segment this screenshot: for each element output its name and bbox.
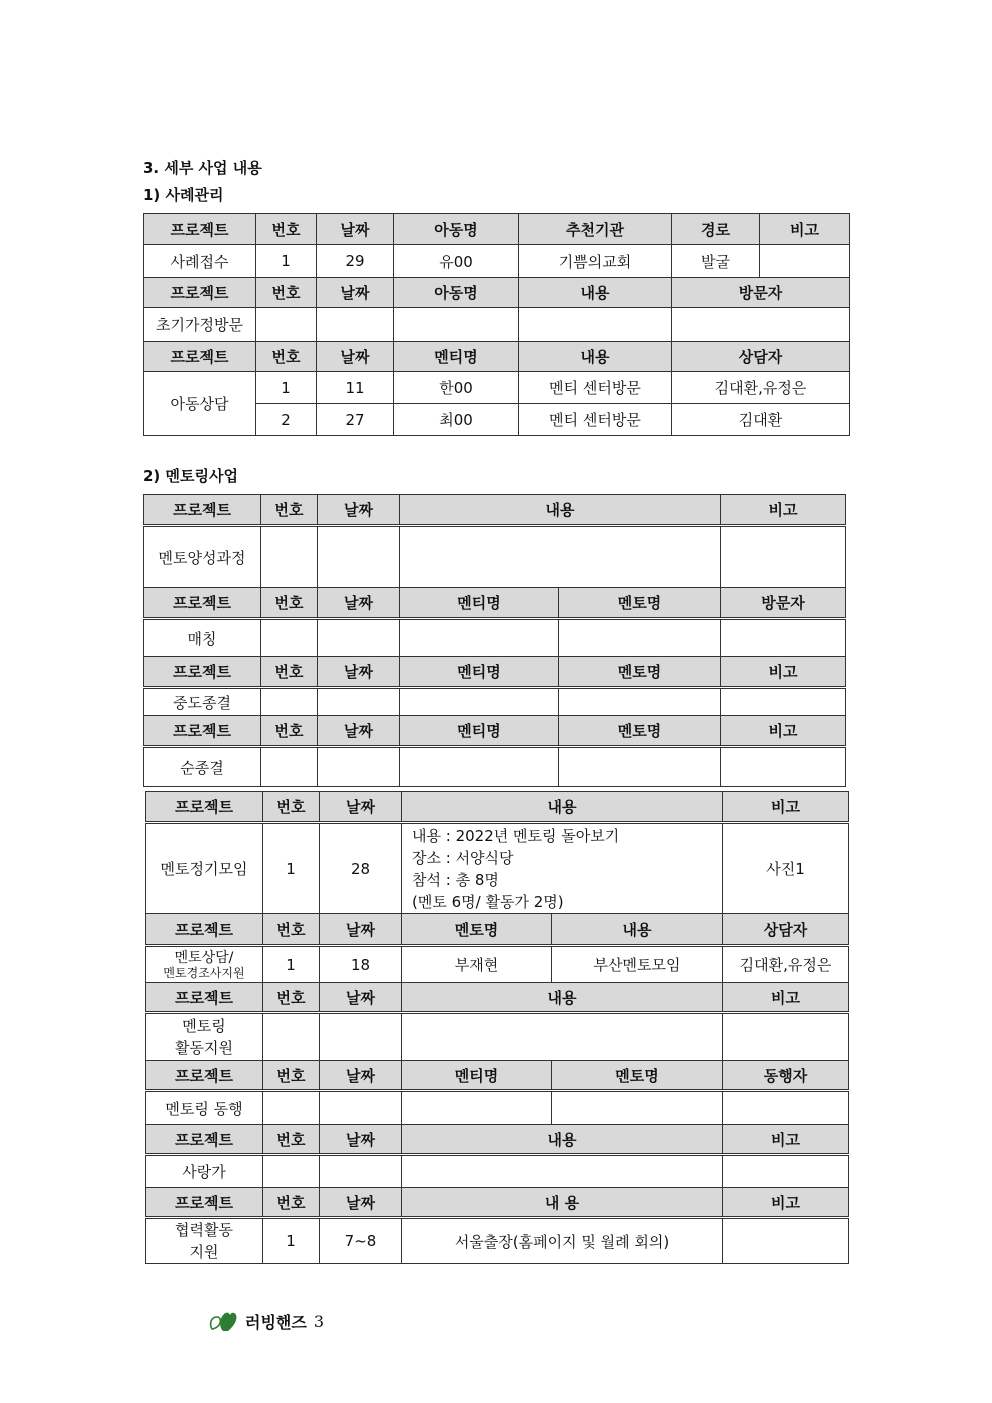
content-cell: 서울출장(홈페이지 및 월례 회의) <box>402 1218 723 1264</box>
empty-cell <box>519 308 672 342</box>
header-cell: 번호 <box>256 214 317 245</box>
number-cell: 1 <box>256 245 317 278</box>
empty-cell <box>400 688 559 716</box>
empty-cell <box>402 1155 723 1188</box>
content-cell: 멘티 센터방문 <box>519 372 672 404</box>
header-cell: 내용 <box>402 792 723 823</box>
header-cell: 날짜 <box>320 1125 402 1155</box>
header-cell: 날짜 <box>320 792 402 823</box>
meeting-line: 참석 : 총 8명 <box>412 870 499 889</box>
loving-hands-logo-icon <box>208 1309 242 1333</box>
header-cell: 날짜 <box>318 716 400 747</box>
empty-cell <box>320 1013 402 1061</box>
date-cell: 7~8 <box>320 1218 402 1264</box>
header-row <box>144 278 850 308</box>
header-cell: 비고 <box>721 495 846 526</box>
header-row <box>144 495 846 526</box>
header-cell: 비고 <box>723 1125 849 1155</box>
project-cell <box>146 1013 263 1061</box>
project-cell: 아동상담 <box>144 372 256 436</box>
footer <box>208 1308 324 1334</box>
table-row <box>146 1155 849 1188</box>
header-cell: 프로젝트 <box>144 495 261 526</box>
empty-cell <box>318 619 400 657</box>
header-cell: 프로젝트 <box>146 914 263 946</box>
empty-cell <box>261 747 318 787</box>
route-cell: 발굴 <box>672 245 760 278</box>
header-cell: 날짜 <box>318 657 400 688</box>
project-line: 멘토링 <box>182 1017 226 1035</box>
header-cell: 번호 <box>263 792 320 823</box>
header-cell: 번호 <box>261 588 318 619</box>
date-cell: 29 <box>317 245 394 278</box>
empty-cell <box>402 1013 723 1061</box>
project-cell <box>146 946 263 983</box>
content-cell: 멘티 센터방문 <box>519 404 672 436</box>
project-cell: 멘토양성과정 <box>144 526 261 588</box>
table-row <box>144 747 846 787</box>
empty-cell <box>320 1091 402 1125</box>
empty-cell <box>317 308 394 342</box>
date-cell: 28 <box>320 823 402 914</box>
header-cell: 날짜 <box>317 214 394 245</box>
header-row <box>146 1188 849 1218</box>
header-cell: 프로젝트 <box>146 1125 263 1155</box>
counselor-cell: 김대환,유정은 <box>723 946 849 983</box>
section-title: 3. 세부 사업 내용 <box>143 159 262 177</box>
table-row <box>144 619 846 657</box>
header-cell: 비고 <box>723 792 849 823</box>
empty-cell <box>723 1013 849 1061</box>
empty-cell <box>559 688 721 716</box>
empty-cell <box>263 1013 320 1061</box>
header-cell: 멘토명 <box>552 1061 723 1091</box>
header-cell: 경로 <box>672 214 760 245</box>
header-cell: 추천기관 <box>519 214 672 245</box>
mentee-cell: 한00 <box>394 372 519 404</box>
content-cell: 부산멘토모임 <box>552 946 723 983</box>
header-cell: 번호 <box>256 342 317 372</box>
header-cell: 멘티명 <box>394 342 519 372</box>
header-row <box>144 657 846 688</box>
header-cell: 프로젝트 <box>144 716 261 747</box>
table-row <box>146 1013 849 1061</box>
mentoring-table-b <box>145 791 849 1264</box>
table-row <box>144 245 850 278</box>
header-cell: 동행자 <box>723 1061 849 1091</box>
note-cell <box>760 245 850 278</box>
header-cell: 비고 <box>721 716 846 747</box>
empty-cell <box>263 1091 320 1125</box>
header-row <box>146 914 849 946</box>
header-cell: 번호 <box>256 278 317 308</box>
empty-cell <box>400 526 721 588</box>
table-row <box>144 372 850 404</box>
note-cell <box>723 1218 849 1264</box>
counselor-cell: 김대환,유정은 <box>672 372 850 404</box>
empty-cell <box>402 1091 552 1125</box>
agency-cell: 기쁨의교회 <box>519 245 672 278</box>
mentoring-title: 2) 멘토링사업 <box>143 467 238 485</box>
project-cell: 멘토정기모임 <box>146 823 263 914</box>
number-cell: 1 <box>263 946 320 983</box>
header-cell: 방문자 <box>721 588 846 619</box>
header-cell: 날짜 <box>320 914 402 946</box>
header-cell: 날짜 <box>317 342 394 372</box>
header-cell: 번호 <box>261 657 318 688</box>
header-cell: 날짜 <box>320 1188 402 1218</box>
project-cell: 멘토링 동행 <box>146 1091 263 1125</box>
empty-cell <box>672 308 850 342</box>
table-row <box>146 823 849 914</box>
meeting-line: 장소 : 서양식당 <box>412 848 514 867</box>
header-cell: 내용 <box>519 342 672 372</box>
counselor-cell: 김대환 <box>672 404 850 436</box>
header-cell: 비고 <box>760 214 850 245</box>
number-cell: 1 <box>256 372 317 404</box>
project-line: 멘토상담/ <box>174 949 234 966</box>
empty-cell <box>261 619 318 657</box>
header-cell: 프로젝트 <box>146 792 263 823</box>
project-cell: 매칭 <box>144 619 261 657</box>
header-cell: 멘토명 <box>559 657 721 688</box>
header-cell: 프로젝트 <box>146 1188 263 1218</box>
empty-cell <box>261 688 318 716</box>
header-cell: 프로젝트 <box>144 214 256 245</box>
table-row <box>146 1091 849 1125</box>
header-cell: 번호 <box>263 983 320 1013</box>
header-cell: 번호 <box>263 1125 320 1155</box>
table-row <box>144 688 846 716</box>
empty-cell <box>318 747 400 787</box>
header-cell: 아동명 <box>394 278 519 308</box>
number-cell: 2 <box>256 404 317 436</box>
header-cell: 멘토명 <box>559 588 721 619</box>
empty-cell <box>400 619 559 657</box>
header-cell: 날짜 <box>320 983 402 1013</box>
header-cell: 상담자 <box>672 342 850 372</box>
empty-cell <box>721 619 846 657</box>
header-cell: 번호 <box>263 1061 320 1091</box>
table-row <box>146 946 849 983</box>
header-cell: 번호 <box>261 716 318 747</box>
header-row <box>146 792 849 823</box>
project-cell: 사례접수 <box>144 245 256 278</box>
header-cell: 멘티명 <box>400 657 559 688</box>
header-cell: 멘티명 <box>402 1061 552 1091</box>
mentor-cell: 부재현 <box>402 946 552 983</box>
header-cell: 프로젝트 <box>146 1061 263 1091</box>
header-row <box>144 716 846 747</box>
project-cell: 초기가정방문 <box>144 308 256 342</box>
case-mgmt-table <box>143 213 850 436</box>
project-cell: 중도종결 <box>144 688 261 716</box>
empty-cell <box>552 1091 723 1125</box>
footer-brand: 러빙핸즈 <box>245 1312 307 1332</box>
header-cell: 날짜 <box>318 588 400 619</box>
header-cell: 내용 <box>400 495 721 526</box>
header-cell: 날짜 <box>317 278 394 308</box>
header-cell: 번호 <box>263 1188 320 1218</box>
header-cell: 날짜 <box>318 495 400 526</box>
project-cell <box>146 1218 263 1264</box>
empty-cell <box>261 526 318 588</box>
number-cell: 1 <box>263 823 320 914</box>
header-cell: 비고 <box>723 983 849 1013</box>
meeting-content-cell <box>402 823 723 914</box>
date-cell: 18 <box>320 946 402 983</box>
empty-cell <box>721 747 846 787</box>
case-mgmt-title: 1) 사례관리 <box>143 186 224 204</box>
table-row <box>144 308 850 342</box>
header-cell: 날짜 <box>320 1061 402 1091</box>
header-cell: 내용 <box>552 914 723 946</box>
header-cell: 프로젝트 <box>144 588 261 619</box>
header-cell: 내용 <box>402 983 723 1013</box>
header-cell: 비고 <box>721 657 846 688</box>
child-cell: 유00 <box>394 245 519 278</box>
project-cell: 순종결 <box>144 747 261 787</box>
mentee-cell: 최00 <box>394 404 519 436</box>
header-cell: 멘티명 <box>400 588 559 619</box>
header-row <box>146 983 849 1013</box>
empty-cell <box>721 526 846 588</box>
header-cell: 상담자 <box>723 914 849 946</box>
project-line: 활동지원 <box>175 1039 233 1057</box>
header-cell: 내 용 <box>402 1188 723 1218</box>
empty-cell <box>394 308 519 342</box>
header-cell: 방문자 <box>672 278 850 308</box>
empty-cell <box>263 1155 320 1188</box>
meeting-line: 내용 : 2022년 멘토링 돌아보기 <box>412 826 620 845</box>
header-cell: 비고 <box>723 1188 849 1218</box>
header-row <box>146 1061 849 1091</box>
empty-cell <box>723 1155 849 1188</box>
number-cell: 1 <box>263 1218 320 1264</box>
project-line: 멘토경조사지원 <box>163 965 245 980</box>
empty-cell <box>320 1155 402 1188</box>
empty-cell <box>723 1091 849 1125</box>
empty-cell <box>400 747 559 787</box>
table-row <box>144 526 846 588</box>
empty-cell <box>559 619 721 657</box>
date-cell: 11 <box>317 372 394 404</box>
date-cell: 27 <box>317 404 394 436</box>
header-cell: 내용 <box>519 278 672 308</box>
header-cell: 번호 <box>261 495 318 526</box>
header-cell: 프로젝트 <box>144 657 261 688</box>
project-cell: 사랑가 <box>146 1155 263 1188</box>
project-line: 협력활동 <box>175 1221 233 1239</box>
page-number: 3 <box>313 1311 325 1331</box>
project-line: 지원 <box>189 1243 219 1261</box>
header-cell: 멘토명 <box>559 716 721 747</box>
header-row <box>144 214 850 245</box>
note-cell: 사진1 <box>723 823 849 914</box>
header-row <box>144 588 846 619</box>
header-row <box>146 1125 849 1155</box>
empty-cell <box>256 308 317 342</box>
empty-cell <box>318 688 400 716</box>
empty-cell <box>721 688 846 716</box>
empty-cell <box>559 747 721 787</box>
header-cell: 아동명 <box>394 214 519 245</box>
header-row <box>144 342 850 372</box>
empty-cell <box>318 526 400 588</box>
meeting-line: (멘토 6명/ 활동가 2명) <box>412 892 564 911</box>
header-cell: 번호 <box>263 914 320 946</box>
header-cell: 멘토명 <box>402 914 552 946</box>
mentoring-table-a <box>143 494 846 787</box>
header-cell: 내용 <box>402 1125 723 1155</box>
table-row <box>146 1218 849 1264</box>
header-cell: 프로젝트 <box>144 342 256 372</box>
header-cell: 프로젝트 <box>146 983 263 1013</box>
header-cell: 멘티명 <box>400 716 559 747</box>
header-cell: 프로젝트 <box>144 278 256 308</box>
